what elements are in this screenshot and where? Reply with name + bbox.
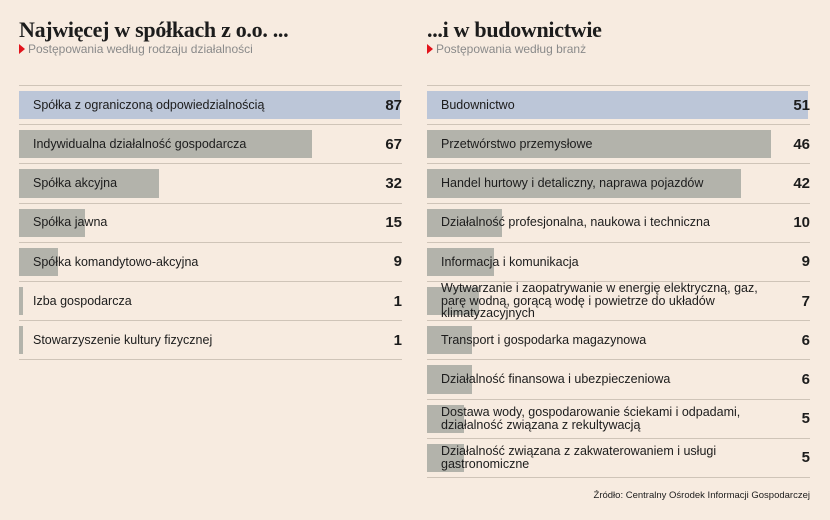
bar-value: 9 — [801, 253, 810, 271]
bar-row — [19, 164, 402, 203]
bar-label: Przetwórstwo przemysłowe — [441, 137, 593, 152]
bar-row — [427, 439, 810, 478]
chart-title: ...i w budownictwie — [427, 17, 602, 42]
bar-value: 15 — [385, 214, 402, 232]
chart-subtitle — [19, 42, 253, 56]
bar-label: Działalność finansowa i ubezpieczeniowa — [441, 372, 671, 387]
chart-subtitle-text: Postępowania według branż — [436, 42, 587, 56]
bar-rows — [427, 85, 810, 478]
bar-label: Spółka z ograniczoną odpowiedzialnością — [33, 97, 265, 112]
bar-value: 46 — [793, 135, 810, 153]
bar-value: 9 — [393, 253, 402, 271]
bar-value: 6 — [801, 370, 810, 388]
bar — [19, 287, 23, 315]
bar-rows — [19, 85, 402, 360]
bar-label: Spółka komandytowo-akcyjna — [33, 254, 199, 269]
red-triangle-icon — [19, 44, 25, 54]
bar-row — [427, 243, 810, 282]
bar-row — [427, 204, 810, 243]
bar-label: Wytwarzanie i zaopatrywanie w energię elektryczną, gaz, parę wodną, gorącą wodę i powietrze do układów klimatyzacyjnych — [441, 281, 758, 321]
bar-value: 5 — [801, 410, 810, 428]
bar-label: Izba gospodarcza — [33, 293, 132, 308]
bar-row — [427, 164, 810, 203]
bar-row — [19, 125, 402, 164]
bar-value: 6 — [801, 331, 810, 349]
bar-label: Indywidualna działalność gospodarcza — [33, 137, 247, 152]
bar-row — [427, 360, 810, 399]
chart-title: Najwięcej w spółkach z o.o. ... — [19, 17, 289, 42]
bar-row — [19, 204, 402, 243]
bar-label: Budownictwo — [441, 97, 515, 112]
bar-row — [427, 125, 810, 164]
bar-value: 42 — [793, 174, 810, 192]
bar-label: Spółka jawna — [33, 215, 108, 230]
bar-value: 1 — [393, 292, 402, 310]
bar-label: Handel hurtowy i detaliczny, naprawa pojazdów — [441, 176, 704, 191]
chart-subtitle-text: Postępowania według rodzaju działalności — [28, 42, 253, 56]
bar-row — [19, 321, 402, 360]
bar-row — [427, 282, 810, 321]
bar-label: Działalność związana z zakwaterowaniem i usługi gastronomiczne — [441, 444, 717, 471]
bar-label: Spółka akcyjna — [33, 176, 118, 191]
chart-subtitle — [427, 42, 586, 56]
bar-row — [427, 400, 810, 439]
bar-row — [19, 243, 402, 282]
bar-label: Dostawa wody, gospodarowanie ściekami i odpadami, działalność związana z rekultywacją — [441, 405, 741, 432]
bar-value: 10 — [793, 214, 810, 232]
bar-value: 32 — [385, 174, 402, 192]
bar-row — [19, 86, 402, 125]
bar-label: Transport i gospodarka magazynowa — [441, 332, 647, 347]
bar-value: 87 — [385, 96, 402, 114]
bar-value: 1 — [393, 331, 402, 349]
bar-label: Stowarzyszenie kultury fizycznej — [33, 332, 213, 347]
bar-row — [427, 86, 810, 125]
bar-row — [427, 321, 810, 360]
bar-label: Informacja i komunikacja — [441, 254, 579, 269]
bar-value: 7 — [801, 292, 810, 310]
source-note: Źródło: Centralny Ośrodek Informacji Gospodarczej — [593, 490, 810, 501]
bar-row — [19, 282, 402, 321]
bar-value: 67 — [385, 135, 402, 153]
bar — [19, 326, 23, 354]
bar-value: 5 — [801, 449, 810, 467]
bar-value: 51 — [793, 96, 810, 114]
bar-label: Działalność profesjonalna, naukowa i techniczna — [441, 215, 710, 230]
red-triangle-icon — [427, 44, 433, 54]
